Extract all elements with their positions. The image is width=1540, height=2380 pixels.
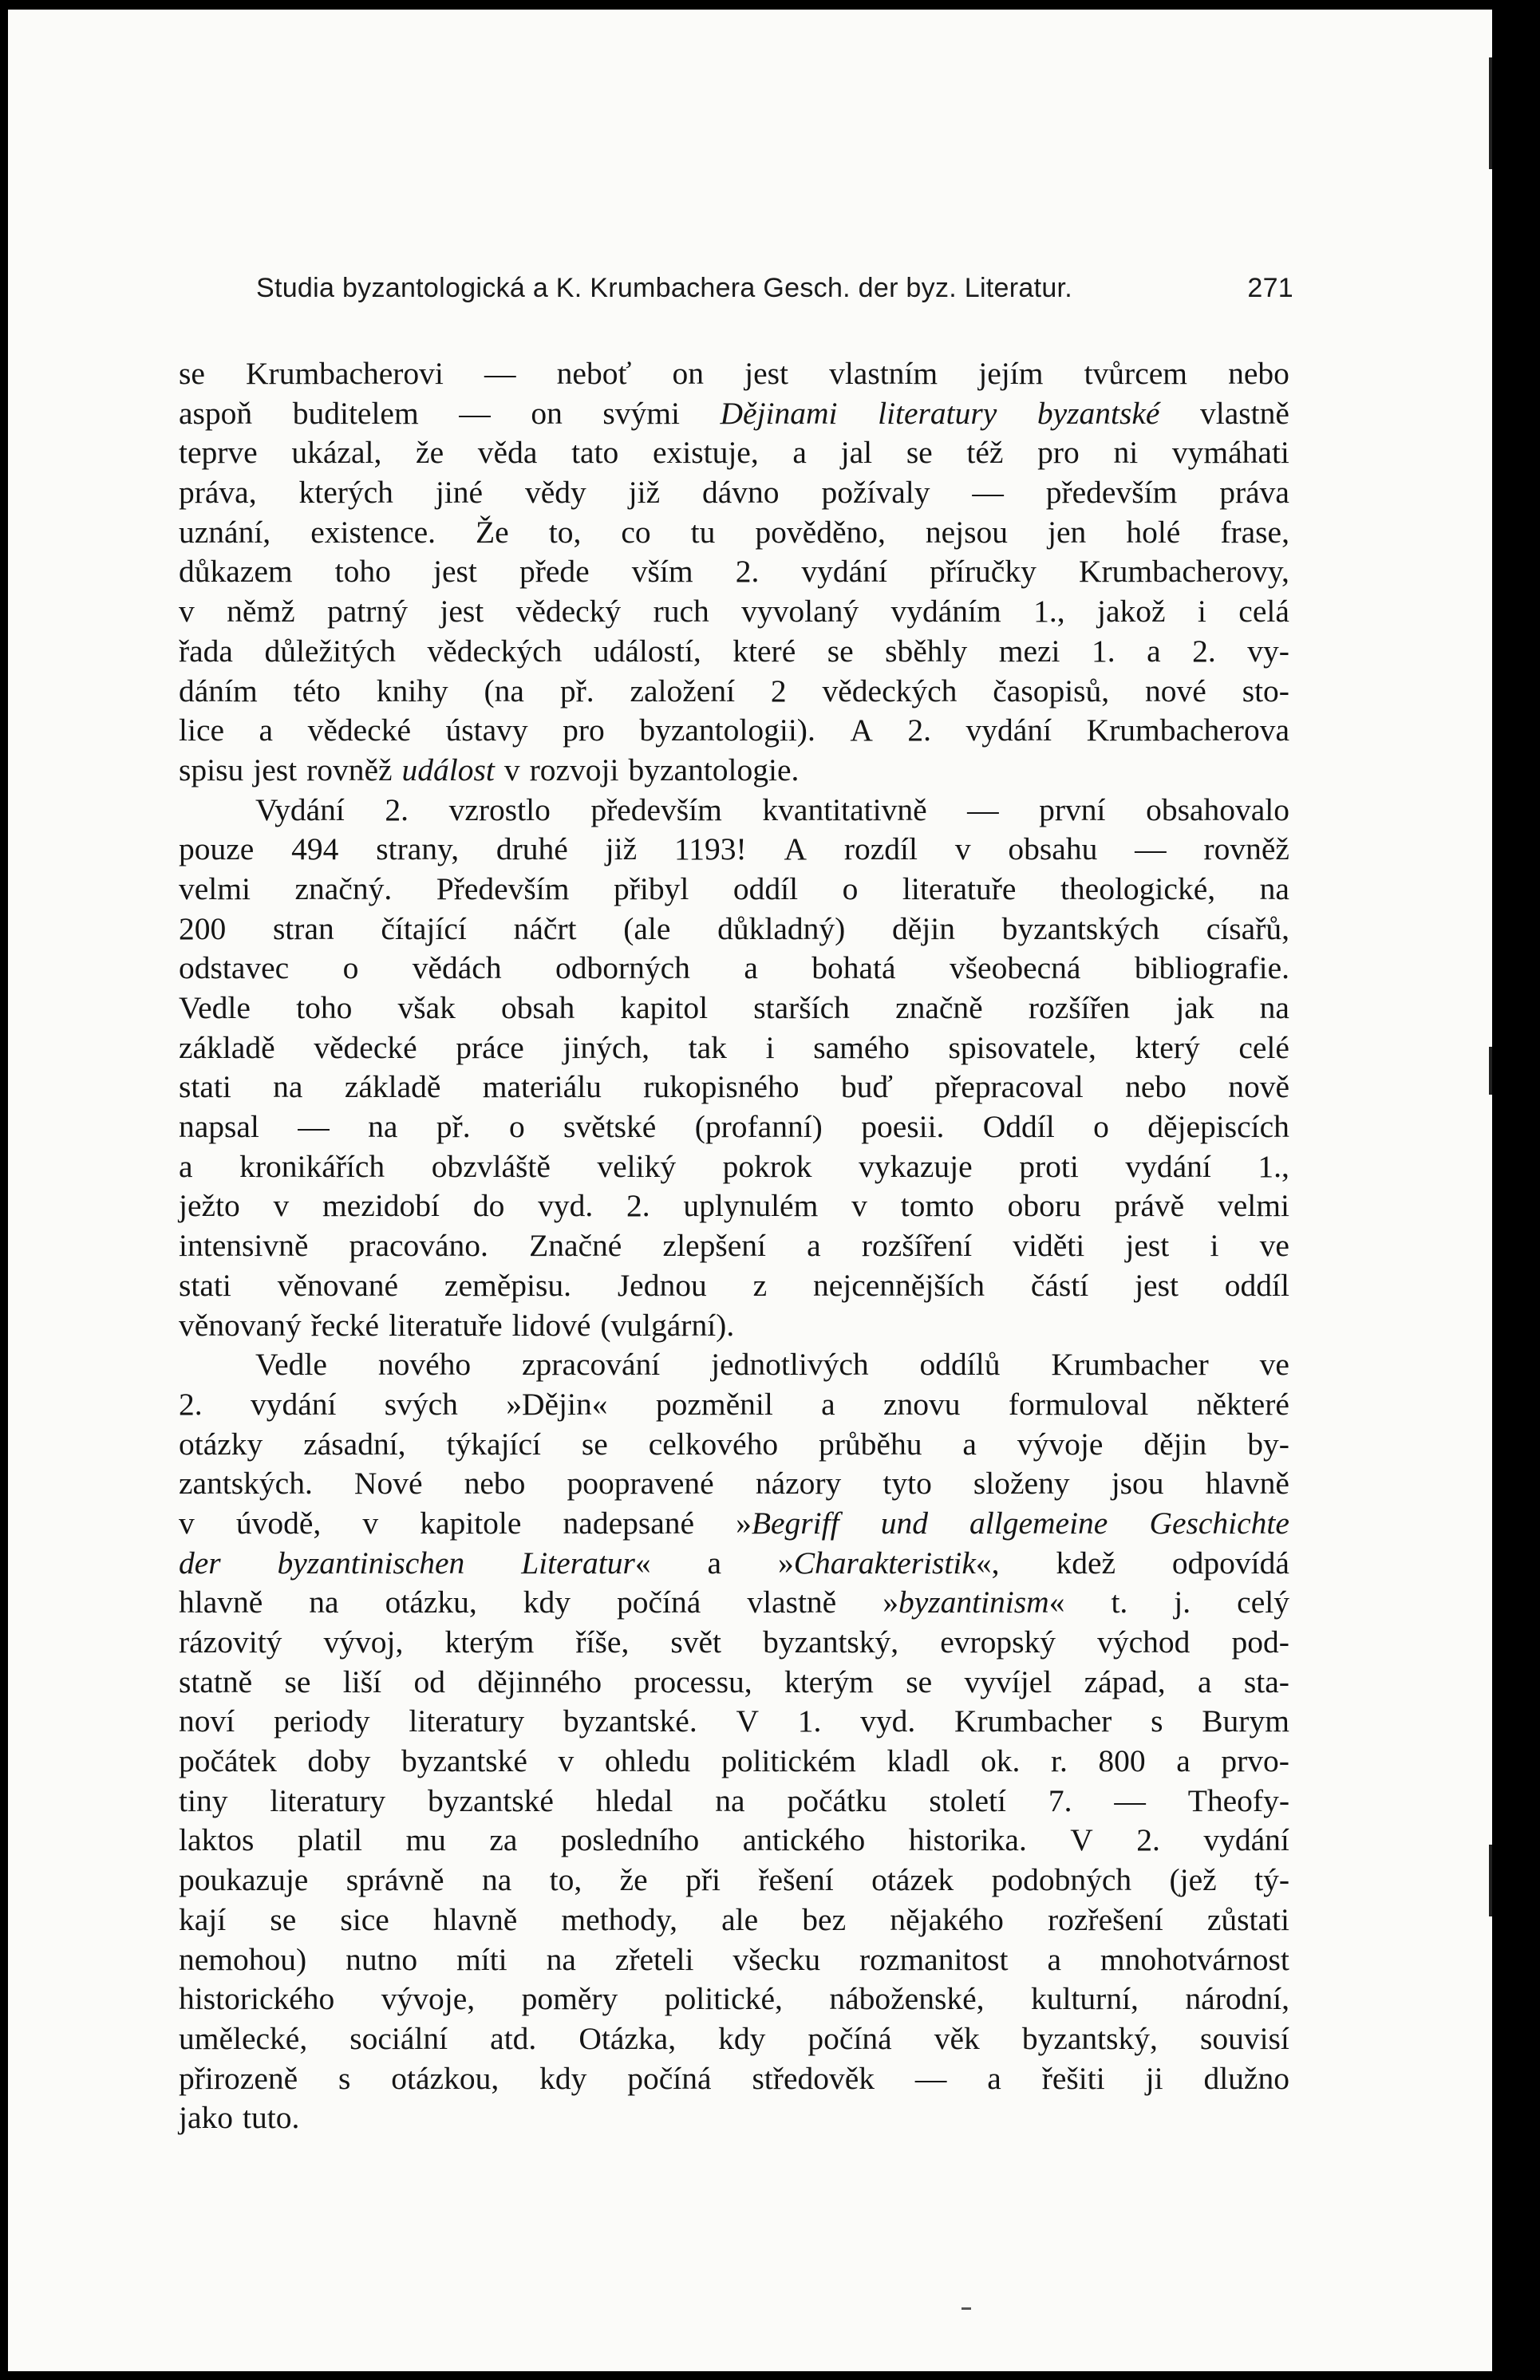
text-line: poukazuje správně na to, že při řešení otázek podobných (jež tý-	[179, 1862, 1289, 1898]
text-line: intensivně pracováno. Značné zlepšení a rozšíření viděti jest i ve	[179, 1228, 1289, 1264]
text-line: stati na základě materiálu rukopisného buď přepracoval nebo nově	[179, 1069, 1289, 1105]
page-edge-mark	[1489, 57, 1492, 169]
text-line: kají se sice hlavně methody, ale bez nějakého rozřešení zůstati	[179, 1901, 1289, 1937]
text-line: odstavec o vědách odborných a bohatá všeobecná bibliografie.	[179, 950, 1289, 986]
text-line: uznání, existence. Že to, co tu pověděno, nejsou jen holé frase,	[179, 514, 1289, 550]
text-line: napsal — na př. o světské (profanní) poesii. Oddíl o dějepiscích	[179, 1109, 1289, 1145]
text-line: stati věnované zeměpisu. Jednou z nejcennějších částí jest oddíl	[179, 1267, 1289, 1303]
page-edge-mark	[1489, 1047, 1492, 1095]
scanned-page	[8, 10, 1492, 2371]
text-line: 2. vydání svých »Dějin« pozměnil a znovu formuloval některé	[179, 1386, 1289, 1422]
text-line: nemohou) nutno míti na zřeteli všecku rozmanitost a mnohotvárnost	[179, 1941, 1289, 1977]
text-line: laktos platil mu za posledního antického historika. V 2. vydání	[179, 1822, 1289, 1858]
text-line: jako tuto.	[179, 2100, 300, 2136]
text-line: se Krumbacherovi — neboť on jest vlastním jejím tvůrcem nebo	[179, 356, 1289, 391]
text-line: noví periody literatury byzantské. V 1. vyd. Krumbacher s Burym	[179, 1703, 1289, 1739]
text-line: velmi značný. Především přibyl oddíl o literatuře theologické, na	[179, 870, 1289, 906]
text-line: věnovaný řecké literatuře lidové (vulgární).	[179, 1307, 735, 1343]
text-line: dáním této knihy (na př. založení 2 vědeckých časopisů, nové sto-	[179, 673, 1289, 708]
text-line: zantských. Nové nebo poopravené názory tyto složeny jsou hlavně	[179, 1466, 1289, 1502]
text-line: přirozeně s otázkou, kdy počíná středověk — a řešiti ji dlužno	[179, 2060, 1289, 2096]
text-line: a kronikářích obzvláště veliký pokrok vykazuje proti vydání 1.,	[179, 1148, 1289, 1184]
text-line: teprve ukázal, že věda tato existuje, a jal se též pro ni vymáhati	[179, 435, 1289, 471]
text-line: aspoň buditelem — on svými Dějinami literatury byzantské vlastně	[179, 395, 1289, 431]
running-title: Studia byzantologická a K. Krumbachera Gesch. der byz. Literatur.	[256, 273, 1073, 303]
text-line: statně se liší od dějinného processu, kterým se vyvíjel západ, a sta-	[179, 1664, 1289, 1699]
text-line: počátek doby byzantské v ohledu politickém kladl ok. r. 800 a prvo-	[179, 1743, 1289, 1779]
text-line: řada důležitých vědeckých událostí, které se sběhly mezi 1. a 2. vy-	[179, 633, 1289, 669]
text-line: ježto v mezidobí do vyd. 2. uplynulém v tomto oboru právě velmi	[179, 1188, 1289, 1224]
text-line: lice a vědecké ústavy pro byzantologii). A 2. vydání Krumbacherova	[179, 712, 1289, 748]
text-line: umělecké, sociální atd. Otázka, kdy počíná věk byzantský, souvisí	[179, 2020, 1289, 2056]
text-line: Vedle nového zpracování jednotlivých oddílů Krumbacher ve	[255, 1347, 1289, 1383]
text-line: Vedle toho však obsah kapitol starších značně rozšířen jak na	[179, 990, 1289, 1025]
text-line: základě vědecké práce jiných, tak i samého spisovatele, který celé	[179, 1029, 1289, 1065]
text-line: Vydání 2. vzrostlo především kvantitativně — první obsahovalo	[255, 791, 1289, 827]
print-speck	[962, 2307, 971, 2310]
text-line: historického vývoje, poměry politické, náboženské, kulturní, národní,	[179, 1981, 1289, 2017]
running-header	[256, 273, 1309, 304]
text-line: tiny literatury byzantské hledal na počátku století 7. — Theofy-	[179, 1782, 1289, 1818]
text-line: hlavně na otázku, kdy počíná vlastně »byzantinism« t. j. celý	[179, 1585, 1289, 1620]
text-line: práva, kterých jiné vědy již dávno požívaly — především práva	[179, 475, 1289, 511]
page-number: 271	[1247, 273, 1293, 303]
text-line: der byzantinischen Literatur« a »Charakteristik«, kdež odpovídá	[179, 1545, 1289, 1581]
text-line: 200 stran čítající náčrt (ale důkladný) dějin byzantských císařů,	[179, 910, 1289, 946]
text-line: rázovitý vývoj, kterým říše, svět byzantský, evropský východ pod-	[179, 1624, 1289, 1660]
text-line: spisu jest rovněž událost v rozvoji byzantologie.	[179, 752, 800, 787]
text-line: pouze 494 strany, druhé již 1193! A rozdíl v obsahu — rovněž	[179, 831, 1289, 867]
text-line: důkazem toho jest přede vším 2. vydání příručky Krumbacherovy,	[179, 554, 1289, 590]
text-line: v němž patrný jest vědecký ruch vyvolaný vydáním 1., jakož i celá	[179, 594, 1289, 630]
page-edge-mark	[1489, 1845, 1492, 1916]
text-line: otázky zásadní, týkající se celkového průběhu a vývoje dějin by-	[179, 1426, 1289, 1462]
body-text	[179, 354, 1289, 2138]
text-line: v úvodě, v kapitole nadepsané »Begriff und allgemeine Geschichte	[179, 1505, 1289, 1541]
